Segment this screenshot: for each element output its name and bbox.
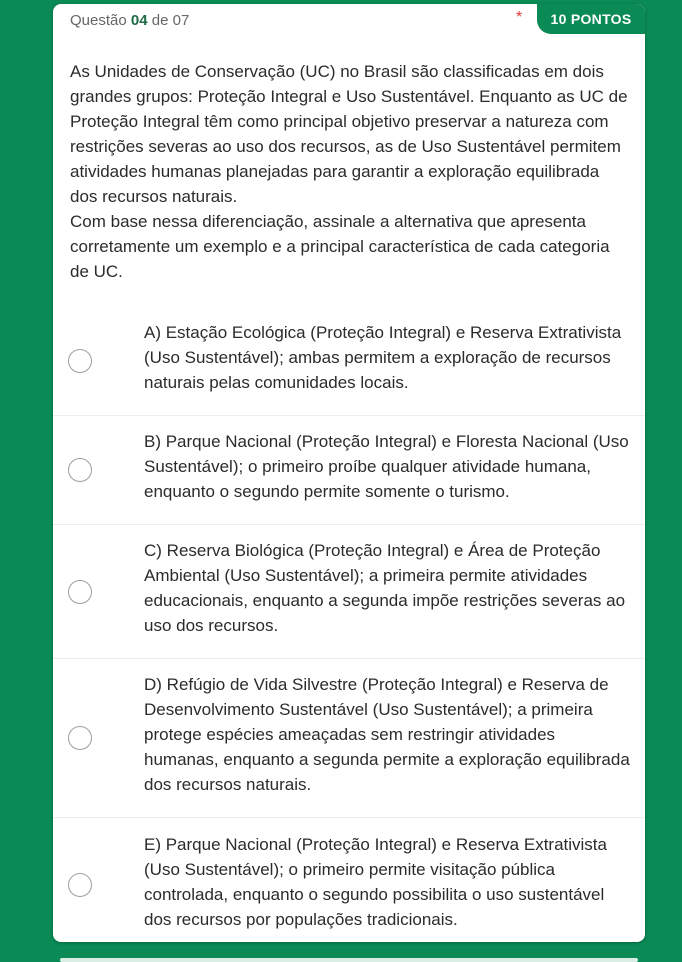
statement-paragraph-2: Com base nessa diferenciação, assinale a alternativa que apresenta corretamente um exemplo e a principal característica de cada categoria de UC. [70,212,610,281]
option-a[interactable] [53,307,645,416]
option-b[interactable] [53,416,645,525]
option-c-label[interactable]: C) Reserva Biológica (Proteção Integral) e Área de Proteção Ambiental (Uso Sustentável); a primeira permite atividades educacionais, enquanto a segunda impõe restrições severas ao uso dos recursos. [144,541,626,635]
option-a-label[interactable]: A) Estação Ecológica (Proteção Integral) e Reserva Extrativista (Uso Sustentável); ambas permitem a exploração de recursos naturais pelas comunidades locais. [144,323,622,392]
option-b-label[interactable]: B) Parque Nacional (Proteção Integral) e Floresta Nacional (Uso Sustentável); o primeiro proíbe qualquer atividade humana, enquanto o segundo permite somente o turismo. [144,432,629,501]
question-statement [70,59,630,284]
next-card-edge [60,958,638,962]
radio-option-e[interactable] [68,873,92,897]
option-e[interactable] [53,818,645,942]
radio-option-c[interactable] [68,580,92,604]
option-d-label[interactable]: D) Refúgio de Vida Silvestre (Proteção Integral) e Reserva de Desenvolvimento Sustentável (Uso Sustentável); a primeira protege espécies ameaçadas sem restringir atividades humanas, enquanto a segunda permite a exploração equilibrada dos recursos naturais. [144,675,630,794]
radio-option-b[interactable] [68,458,92,482]
option-d[interactable] [53,659,645,818]
question-total: de 07 [151,12,190,29]
question-card [53,4,645,942]
required-marker: * [516,9,523,26]
radio-option-d[interactable] [68,726,92,750]
question-prefix: Questão [70,12,127,29]
radio-option-a[interactable] [68,349,92,373]
question-number: 04 [130,12,148,29]
option-e-label[interactable]: E) Parque Nacional (Proteção Integral) e Reserva Extrativista (Uso Sustentável); o primeiro permite visitação pública controlada, enquanto o segundo possibilita o uso sustentável dos recursos por populações tradicionais. [144,835,607,929]
answer-options [53,307,645,942]
question-counter [70,12,189,29]
option-c[interactable] [53,525,645,659]
points-badge: 10 PONTOS [537,4,645,34]
statement-paragraph-1: As Unidades de Conservação (UC) no Brasil são classificadas em dois grandes grupos: Proteção Integral e Uso Sustentável. Enquanto as UC de Proteção Integral têm como principal objetivo preservar a natureza com restrições severas ao uso dos recursos, as de Uso Sustentável permitem atividades humanas planejadas para garantir a exploração equilibrada dos recursos naturais. [70,62,628,206]
